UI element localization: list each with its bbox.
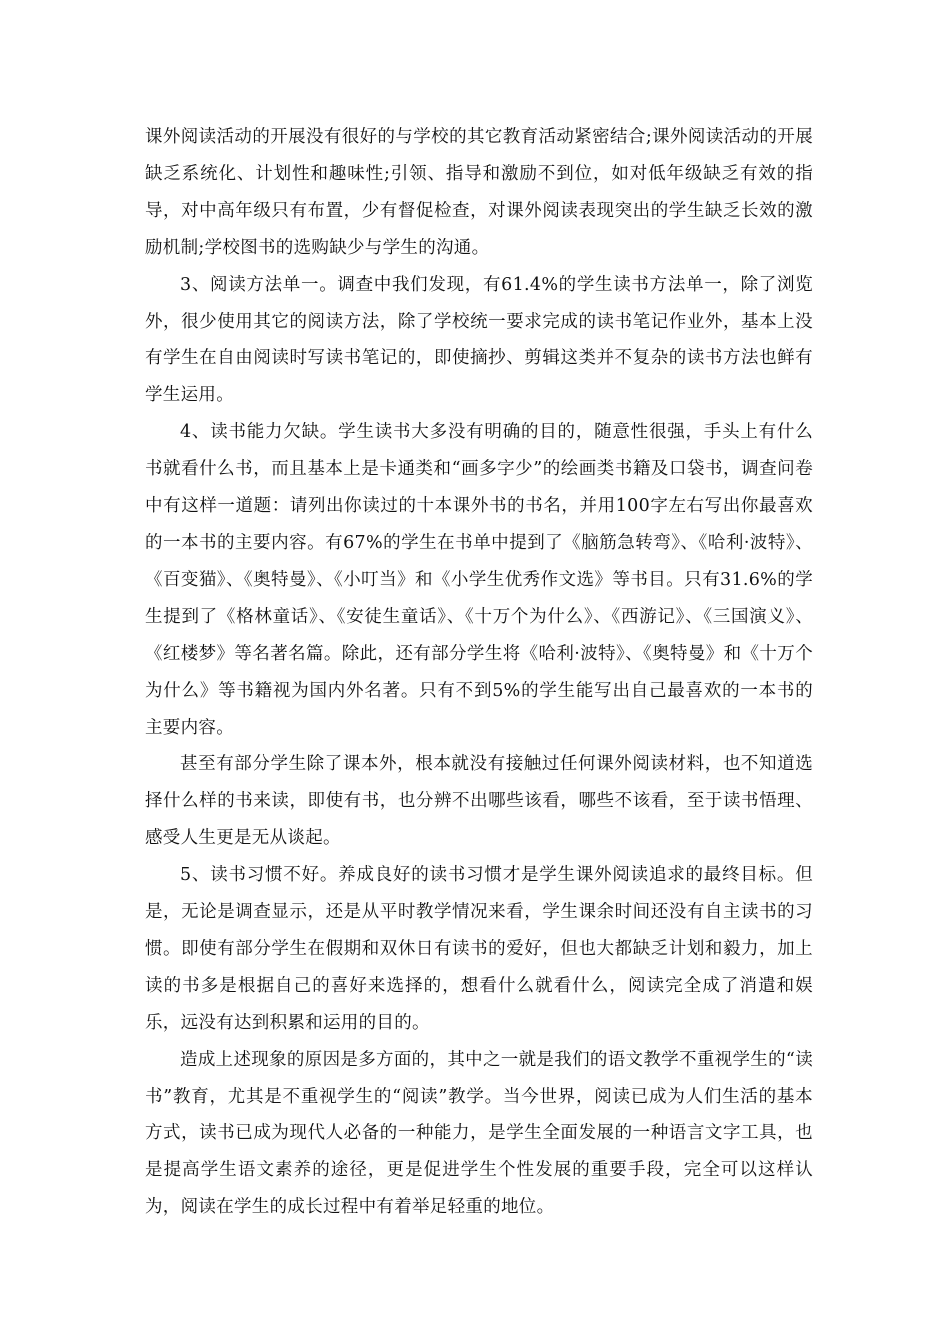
paragraph-reading-habits: 5、读书习惯不好。养成良好的读书习惯才是学生课外阅读追求的最终目标。但是，无论是调查显示，还是从平时教学情况来看，学生课余时间还没有自主读书的习惯。即使有部分学生在假期和双休日有读书的爱好，但也大都缺乏计划和毅力，加上读的书多是根据自己的喜好来选择的，想看什么就看什么，阅读完全成了消遣和娱乐，远没有达到积累和运用的目的。 [145, 865, 813, 1033]
paragraph-causes: 造成上述现象的原因是多方面的，其中之一就是我们的语文教学不重视学生的“读书”教育，尤其是不重视学生的“阅读”教学。当今世界，阅读已成为人们生活的基本方式，读书已成为现代人必备的一种能力，是学生全面发展的一种语言文字工具，也是提高学生语文素养的途径，更是促进学生个性发展的重要手段，完全可以这样认为，阅读在学生的成长过程中有着举足轻重的地位。 [145, 1049, 813, 1218]
paragraph-reading-ability: 4、读书能力欠缺。学生读书大多没有明确的目的，随意性很强，手头上有什么书就看什么书，而且基本上是卡通类和“画多字少”的绘画类书籍及口袋书，调查问卷中有这样一道题：请列出你读过的十本课外书的书名，并用100字左右写出你最喜欢的一本书的主要内容。有67%的学生在书单中提到了《脑筋急转弯》、《哈利·波特》、《百变猫》、《奥特曼》、《小叮当》和《小学生优秀作文选》等书目。只有31.6%的学生提到了《格林童话》、《安徒生童话》、《十万个为什么》、《西游记》、《三国演义》、《红楼梦》等名著名篇。除此，还有部分学生将《哈利·波特》、《奥特曼》和《十万个为什么》等书籍视为国内外名著。只有不到5%的学生能写出自己最喜欢的一本书的主要内容。 [145, 422, 813, 738]
paragraph-reading-method: 3、阅读方法单一。调查中我们发现，有61.4%的学生读书方法单一，除了浏览外，很少使用其它的阅读方法，除了学校统一要求完成的读书笔记作业外，基本上没有学生在自由阅读时写读书笔记的，即使摘抄、剪辑这类并不复杂的读书方法也鲜有学生运用。 [145, 274, 813, 406]
document-body [145, 119, 813, 1226]
paragraph-no-extracurricular: 甚至有部分学生除了课本外，根本就没有接触过任何课外阅读材料，也不知道选择什么样的书来读，即使有书，也分辨不出哪些该看，哪些不该看，至于读书悟理、感受人生更是无从谈起。 [145, 754, 813, 849]
paragraph-activity-issues: 课外阅读活动的开展没有很好的与学校的其它教育活动紧密结合;课外阅读活动的开展缺乏系统化、计划性和趣味性;引领、指导和激励不到位，如对低年级缺乏有效的指导，对中高年级只有布置，少有督促检查，对课外阅读表现突出的学生缺乏长效的激励机制;学校图书的选购缺少与学生的沟通。 [145, 127, 813, 258]
